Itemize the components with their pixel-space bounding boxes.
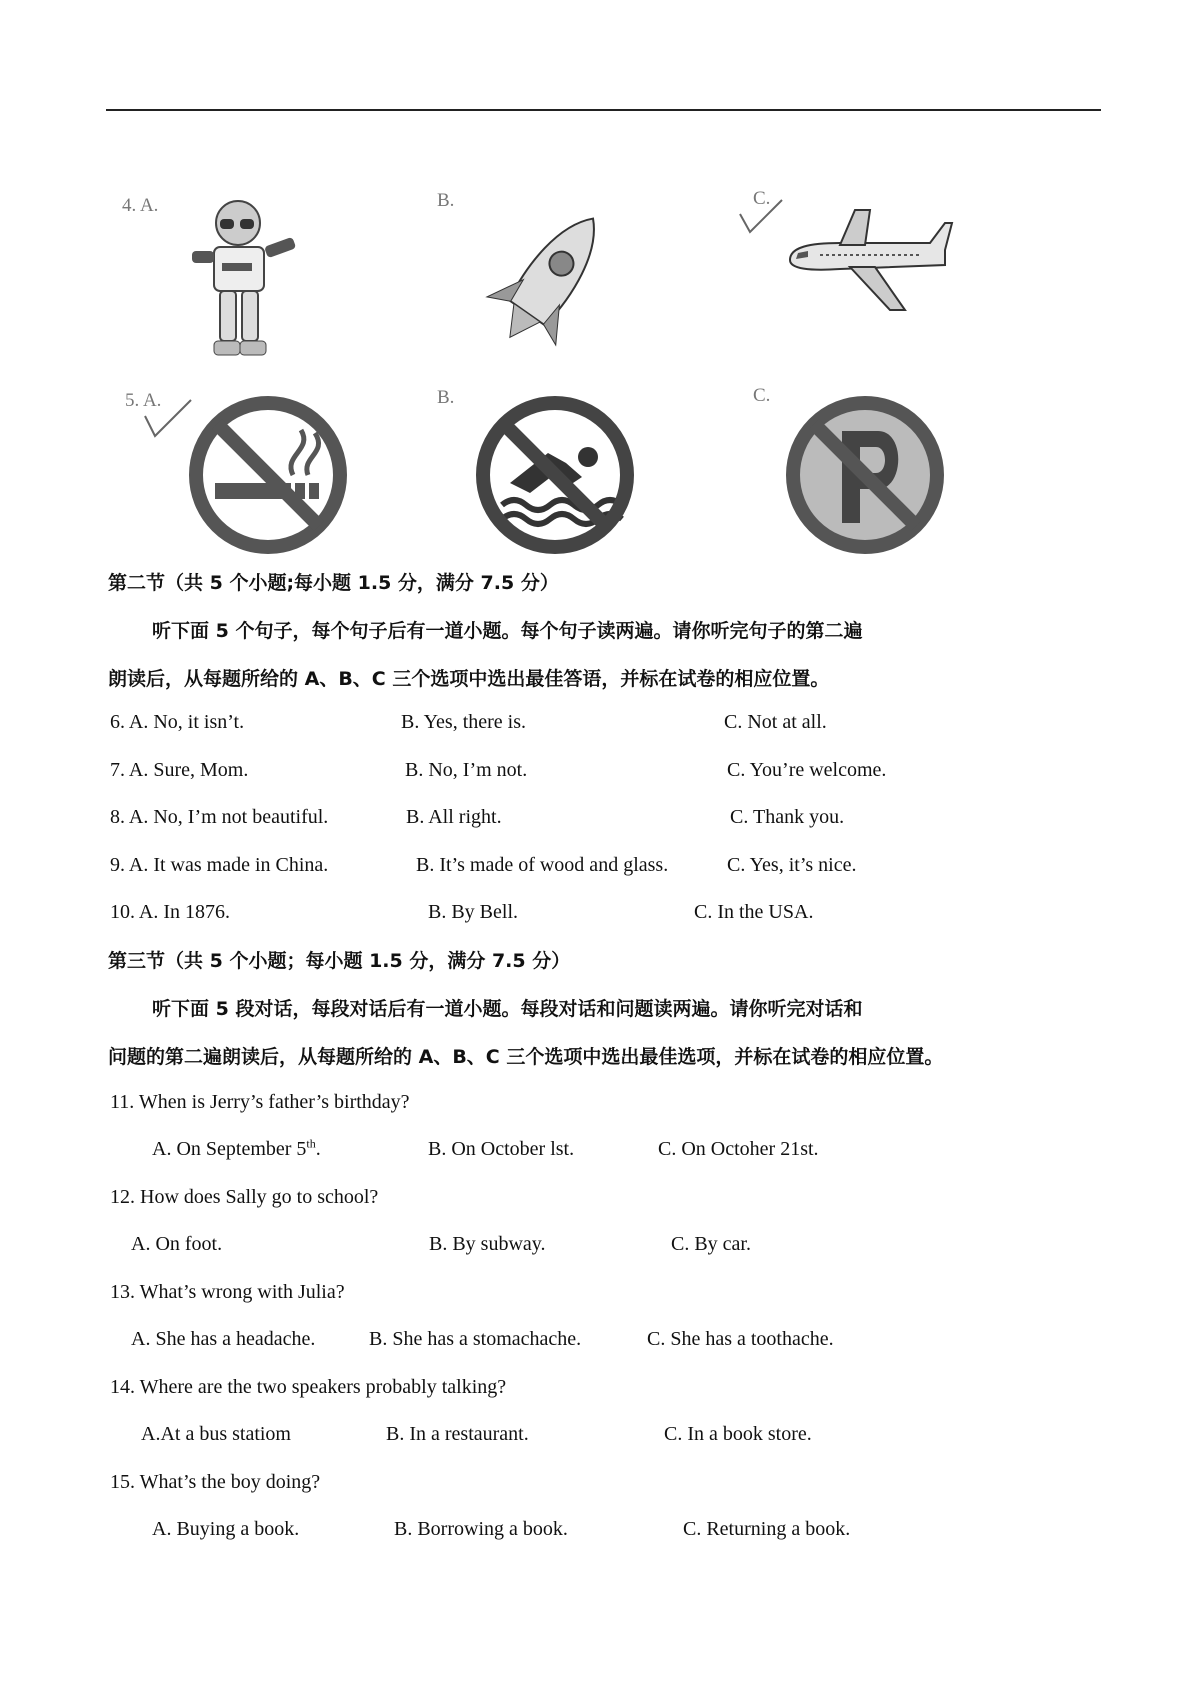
- q15-question: 15. What’s the boy doing?: [110, 1471, 321, 1493]
- q11-option-a: A. On September 5th.: [152, 1136, 321, 1160]
- q7-option-c: C. You’re welcome.: [727, 759, 887, 781]
- q5-b-label: B.: [437, 387, 455, 408]
- header-rule: [106, 109, 1101, 111]
- q12-question: 12. How does Sally go to school?: [110, 1186, 379, 1208]
- q7-option-a: 7. A. Sure, Mom.: [110, 759, 249, 781]
- q11-option-b: B. On October lst.: [428, 1138, 575, 1160]
- q14-option-c: C. In a book store.: [664, 1423, 812, 1445]
- q8-option-c: C. Thank you.: [730, 806, 845, 828]
- airplane-icon: [780, 205, 955, 325]
- q15-option-b: B. Borrowing a book.: [394, 1518, 568, 1540]
- q4-checkmark-icon: [738, 198, 784, 234]
- q12-option-b: B. By subway.: [429, 1233, 546, 1255]
- no-parking-icon: [780, 395, 950, 555]
- q15-option-c: C. Returning a book.: [683, 1518, 851, 1540]
- q5-a-label: 5. A.: [125, 390, 162, 411]
- q10-option-a: 10. A. In 1876.: [110, 901, 230, 923]
- section2-instruction-line2: 朗读后，从每题所给的 A、B、C 三个选项中选出最佳答语，并标在试卷的相应位置。: [108, 668, 830, 690]
- q13-option-c: C. She has a toothache.: [647, 1328, 834, 1350]
- section3-instruction-line2: 问题的第二遍朗读后，从每题所给的 A、B、C 三个选项中选出最佳选项，并标在试卷的相应位置。: [108, 1046, 944, 1068]
- q9-option-c: C. Yes, it’s nice.: [727, 854, 857, 876]
- q10-option-b: B. By Bell.: [428, 901, 519, 923]
- section3-instruction-line1: 听下面 5 段对话，每段对话后有一道小题。每段对话和问题读两遍。请你听完对话和: [152, 998, 863, 1020]
- q9-option-b: B. It’s made of wood and glass.: [416, 854, 669, 876]
- q8-option-a: 8. A. No, I’m not beautiful.: [110, 806, 329, 828]
- rocket-icon: [460, 200, 640, 365]
- q10-option-c: C. In the USA.: [694, 901, 814, 923]
- section3-heading: 第三节（共 5 个小题；每小题 1.5 分，满分 7.5 分）: [108, 950, 571, 972]
- q14-option-a: A.At a bus statiom: [141, 1423, 291, 1445]
- q4-b-label: B.: [437, 190, 455, 211]
- q4-a-label: 4. A.: [122, 195, 159, 216]
- q12-option-c: C. By car.: [671, 1233, 751, 1255]
- q14-option-b: B. In a restaurant.: [386, 1423, 529, 1445]
- no-smoking-icon: [183, 395, 353, 555]
- q4-c-label: C.: [753, 188, 771, 209]
- q11-option-c: C. On Octoher 21st.: [658, 1138, 819, 1160]
- q15-option-a: A. Buying a book.: [152, 1518, 300, 1540]
- q9-option-a: 9. A. It was made in China.: [110, 854, 329, 876]
- no-swimming-icon: [470, 395, 640, 555]
- robot-icon: [170, 195, 310, 365]
- q12-option-a: A. On foot.: [131, 1233, 223, 1255]
- q11-question: 11. When is Jerry’s father’s birthday?: [110, 1091, 410, 1113]
- q6-option-a: 6. A. No, it isn’t.: [110, 711, 245, 733]
- q6-option-b: B. Yes, there is.: [401, 711, 527, 733]
- q7-option-b: B. No, I’m not.: [405, 759, 528, 781]
- q13-option-a: A. She has a headache.: [131, 1328, 316, 1350]
- q13-option-b: B. She has a stomachache.: [369, 1328, 582, 1350]
- q14-question: 14. Where are the two speakers probably talking?: [110, 1376, 507, 1398]
- section2-instruction-line1: 听下面 5 个句子，每个句子后有一道小题。每个句子读两遍。请你听完句子的第二遍: [152, 620, 863, 642]
- section2-heading: 第二节（共 5 个小题;每小题 1.5 分，满分 7.5 分）: [108, 572, 559, 594]
- q8-option-b: B. All right.: [406, 806, 502, 828]
- q6-option-c: C. Not at all.: [724, 711, 827, 733]
- q5-c-label: C.: [753, 385, 771, 406]
- q13-question: 13. What’s wrong with Julia?: [110, 1281, 345, 1303]
